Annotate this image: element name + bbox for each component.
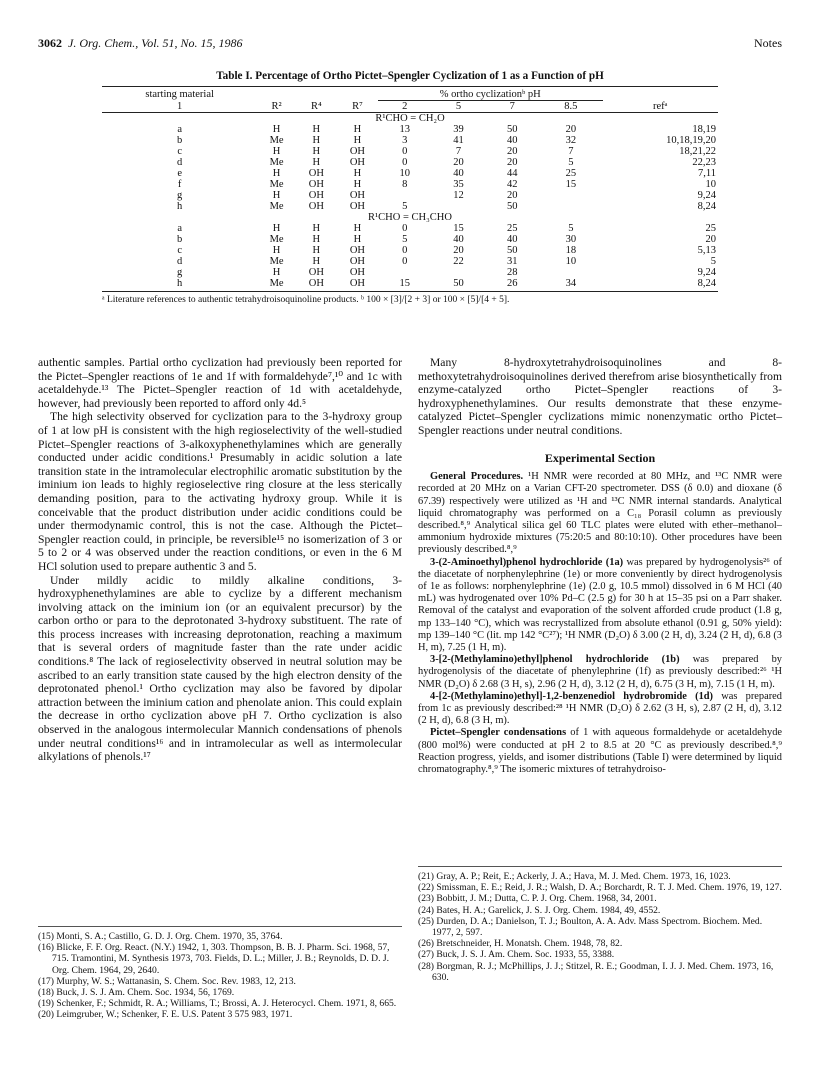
table-cell-p2: 0 xyxy=(402,156,408,168)
table-cell-r4: OH xyxy=(308,178,324,190)
table-cell-r4: H xyxy=(312,255,321,267)
table-cell-p2: 5 xyxy=(402,200,408,212)
table-cell-r2: Me xyxy=(269,178,284,190)
table-row xyxy=(102,234,718,245)
table-row xyxy=(102,157,718,168)
paragraph: authentic samples. Partial ortho cyclization had previously been reported for the Pictet–Spengler reactions of 1e and 1f with formaldehyde⁷,¹⁰ and 1c with acetaldehyde.¹³ The Pictet–Spengler reaction of 1d with acetaldehyde, however, had previously been reported to afford only 4d.⁵ xyxy=(38,356,402,410)
table-cell-p85: 32 xyxy=(565,134,577,146)
table-cell-ref: 8,24 xyxy=(603,278,718,292)
running-header xyxy=(38,36,782,52)
table-row xyxy=(102,124,718,135)
table-cell-p85: 30 xyxy=(565,233,577,245)
table-cell-ref: 18,21,22 xyxy=(679,145,716,157)
paragraph: was prepared by hydrogenolysis of the diacetate of phenylephrine (1f) as previously described:²⁶ ¹H NMR (D₂O) δ 2.68 (3 H, s), 2.96 (2 H, d), 3.12 (2 H, d), 6.75 (3 H, m), 7.15 (1 H, m). xyxy=(418,654,782,690)
table-cell-r7: OH xyxy=(349,156,365,168)
table-cell-r4: H xyxy=(312,123,321,135)
paragraph: ¹H NMR were recorded at 80 MHz, and ¹³C NMR were recorded at 20 MHz on a Varian CFT-20 spectrometer. DSS (δ 0.0) and dioxane (δ 67.39) respectively were utilized as ¹H and ¹³C NMR internal standards. Analytical liquid chromatography was performed on a C₁₈ Porasil column as previously described.⁸,⁹ Analytical silica gel 60 TLC plates were eluted with ether–methanol–ammonium hydroxide mixtures (75:20:5 and 80:10:10). Other procedures have been previously described.⁸,⁹ xyxy=(418,471,782,556)
col-r4: R⁴ xyxy=(296,100,337,112)
table-cell-ref: 18,19 xyxy=(692,123,716,135)
table-row xyxy=(102,267,718,278)
table-cell-r2: Me xyxy=(269,156,284,168)
table-cell-r7: H xyxy=(353,222,362,234)
table-cell-id: d xyxy=(177,255,183,267)
table-cell-id: d xyxy=(177,156,183,168)
table-cell-p2: 0 xyxy=(402,145,408,157)
reference-item: (19) Schenker, F.; Schmidt, R. A.; Williams, T.; Brossi, A. J. Heterocycl. Chem. 1971, 8, 665. xyxy=(38,998,397,1010)
table-cell-r2: Me xyxy=(269,134,284,146)
table-cell-p5: 35 xyxy=(453,178,464,190)
col-r2: R² xyxy=(257,100,296,112)
reference-item: (26) Bretschneider, H. Monatsh. Chem. 1948, 78, 82. xyxy=(418,938,623,950)
table-cell-r7: H xyxy=(353,134,362,146)
table-cell-id: e xyxy=(177,167,182,179)
table-body xyxy=(102,112,718,291)
table-cell-p5: 20 xyxy=(453,244,464,256)
table-cell-p2: 0 xyxy=(402,244,408,256)
table-cell-r2: Me xyxy=(269,255,284,267)
table-cell-p7: 28 xyxy=(506,266,518,278)
group-label: R¹CHO = CH₃CHO xyxy=(368,211,452,223)
table-cell-r7: OH xyxy=(349,255,365,267)
table-cell-id: g xyxy=(177,266,183,278)
table-cell-p7: 40 xyxy=(506,233,518,245)
col-ph-5: 5 xyxy=(432,100,486,112)
volume-info: Vol. 51, No. 15, 1986 xyxy=(141,36,243,50)
table-cell-p5 xyxy=(432,201,486,212)
col-r7: R⁷ xyxy=(337,100,378,112)
table-cell-p5: 50 xyxy=(432,278,486,292)
table-cell-r7: OH xyxy=(337,278,378,292)
table-cell-r4: OH xyxy=(308,200,324,212)
table-cell-ref: 5 xyxy=(710,255,716,267)
section-title: Experimental Section xyxy=(544,450,656,465)
reference-item: (23) Bobbitt, J. M.; Dutta, C. P. J. Org. Chem. 1968, 34, 2001. xyxy=(418,893,657,905)
col-starting-material: starting material xyxy=(102,87,257,101)
table-row xyxy=(102,245,718,256)
table-cell-id: h xyxy=(102,278,257,292)
table-cell-r2: H xyxy=(272,189,281,201)
table-cell-ref: 10,18,19,20 xyxy=(666,134,716,146)
table-cell-p5: 22 xyxy=(453,255,464,267)
table-cell-ref: 8,24 xyxy=(697,200,716,212)
table-cell-id: a xyxy=(177,123,182,135)
left-column xyxy=(38,356,402,764)
table-cell-r7: OH xyxy=(349,244,365,256)
table-cell-p7: 50 xyxy=(506,123,518,135)
table-cell-p7: 42 xyxy=(506,178,518,190)
table-cell-id: h xyxy=(177,200,183,212)
reference-item: (21) Gray, A. P.; Reit, E.; Ackerly, J. A.; Hava, M. J. Med. Chem. 1973, 16, 1023. xyxy=(418,871,731,882)
table-cell-r7: H xyxy=(353,178,362,190)
table-cell-r4: H xyxy=(312,233,321,245)
paragraph: was prepared by hydrogenolysis²⁶ of the diacetate of norphenylephrine (1e) or more conveniently by direct hydrogenolysis of 1e as follows: norphenylephrine (1e) (2.0 g, 10.5 mmol) dissolved in 6 M HCl (40 mL) was hydrogenated over 10% Pd–C (2.5 g) for 30 h at 15–35 psi on a Parr shaker. Removal of the catalyst and evaporation of the solvent afforded crude product (1.8 g, mp 133–140 °C), which was recrystallized from absolute ethanol (0.91 g, 50% yield): mp 139–140 °C (lit. mp 142 °C²⁷); ¹H NMR (D₂O) δ 3.00 (2 H, d), 3.24 (2 H, d), 6.8 (3 H, m), 7.25 (1 H, m). xyxy=(418,556,782,653)
table-cell-id: a xyxy=(177,222,182,234)
paragraph: was prepared from 1c as previously described:²⁸ ¹H NMR (D₂O) δ 2.62 (3 H, s), 2.87 (2 H, d), 3.12 (2 H, d), 6.8 (3 H, m). xyxy=(418,690,782,727)
table-cell-p2: 5 xyxy=(402,233,408,245)
table-cell-p85: 5 xyxy=(568,222,574,234)
section-label: Notes xyxy=(754,36,782,50)
table-cell-p85 xyxy=(539,201,603,212)
table-cell-r2: H xyxy=(272,167,281,179)
table-cell-r4: OH xyxy=(308,167,324,179)
table-cell-p2: 8 xyxy=(402,178,408,190)
col-ph-85: 8.5 xyxy=(539,100,603,112)
table-cell-r4: H xyxy=(312,222,321,234)
table-cell-r4: OH xyxy=(296,278,337,292)
table-cell-p7: 20 xyxy=(506,145,518,157)
table-cell-p7: 25 xyxy=(506,222,518,234)
col-starting-num: 1 xyxy=(102,100,257,112)
table-row xyxy=(102,179,718,190)
table-cell-r2: Me xyxy=(269,233,284,245)
table-cell-p85: 15 xyxy=(565,178,577,190)
table-cell-p7: 26 xyxy=(485,278,539,292)
table-row xyxy=(102,278,718,292)
table-cell-ref: 9,24 xyxy=(697,189,716,201)
table-cell-r7: OH xyxy=(349,145,365,157)
table-row xyxy=(102,146,718,157)
journal-name: J. Org. Chem., xyxy=(68,36,139,50)
table-cell-p7: 40 xyxy=(506,134,518,146)
table-cell-id: g xyxy=(177,189,183,201)
subsection-heading: General Procedures. xyxy=(430,471,524,483)
table-cell-p2: 13 xyxy=(399,123,411,135)
table-cell-r2: H xyxy=(272,222,281,234)
table-footnote: ᵃ Literature references to authentic tetrahydroisoquinoline products. ᵇ 100 × [3]/[2 + 3] or 100 × [5]/[4 + 5]. xyxy=(102,294,510,305)
reference-item: (25) Durden, D. A.; Danielson, T. J.; Boulton, A. A. Adv. Mass Spectrom. Biochem. Med. 1977, 2, 597. xyxy=(418,915,763,939)
table-row xyxy=(102,190,718,201)
table-cell-p5: 15 xyxy=(453,222,464,234)
table-row xyxy=(102,135,718,146)
reference-item: (27) Buck, J. S. J. Am. Chem. Soc. 1933, 55, 3388. xyxy=(418,949,615,961)
table-cell-r7: OH xyxy=(349,266,365,278)
table-cell-r4: OH xyxy=(308,266,324,278)
table-cell-r2: H xyxy=(272,123,281,135)
reference-item: (15) Monti, S. A.; Castillo, G. D. J. Org. Chem. 1970, 35, 3764. xyxy=(38,931,283,942)
paragraph: Many 8-hydroxytetrahydroisoquinolines and 8-methoxytetrahydroisoquinolines derived therefrom arise biosynthetically from enzyme-catalyzed ortho Pictet–Spengler reactions of 3-hydroxyphenethylamines. Our results demonstrate that these enzyme-catalyzed Pictet–Spengler cyclizations mimic nonenzymatic ortho Pictet–Spengler reactions under neutral conditions. xyxy=(418,356,782,437)
reference-item: (16) Blicke, F. F. Org. React. (N.Y.) 1942, 1, 303. Thompson, B. B. J. Pharm. Sci. 1968, 57, 715. Tramontini, M. Synthesis 1973, 703. Fields, D. L.; Miller, J. B.; Reynolds, D. D. J. Org. Chem. 1964, 29, 2640. xyxy=(38,942,390,976)
table-cell-p5: 12 xyxy=(453,189,464,201)
table-cell-r7: OH xyxy=(349,200,365,212)
table-cell-p2: 15 xyxy=(378,278,432,292)
subsection-heading: Pictet–Spengler condensations xyxy=(430,727,567,739)
group-label: R¹CHO = CH₂O xyxy=(375,112,445,124)
table-cell-p85 xyxy=(539,267,603,278)
table-row xyxy=(102,256,718,267)
table-cell-p85: 7 xyxy=(568,145,574,157)
table-cell-p5: 41 xyxy=(453,134,464,146)
paragraph: of 1 with aqueous formaldehyde or acetaldehyde (800 mol%) were conducted at pH 2 to 8.5 at 20 °C as previously described.⁸,⁹ Reaction progress, yields, and isomer distributions (Table I) were determined by liquid chromatography.⁸,⁹ The isomeric mixtures of tetrahydroiso- xyxy=(418,727,782,776)
table-cell-id: b xyxy=(177,233,183,245)
reference-item: (22) Smissman, E. E.; Reid, J. R.; Walsh, D. A.; Borchardt, R. T. J. Med. Chem. 1976, 19, 127. xyxy=(418,882,782,894)
table-cell-p7: 20 xyxy=(506,189,518,201)
table-cell-p7: 50 xyxy=(506,244,518,256)
table-cell-p85: 10 xyxy=(565,255,577,267)
table-cell-r4: H xyxy=(312,244,321,256)
table-row xyxy=(102,223,718,234)
table-cell-p7: 20 xyxy=(506,156,518,168)
page-number: 3062 xyxy=(38,36,62,50)
col-ph-7: 7 xyxy=(485,100,539,112)
table-cell-r4: H xyxy=(312,134,321,146)
reference-item: (20) Leimgruber, W.; Schenker, F. E. U.S. Patent 3 575 983, 1971. xyxy=(38,1009,293,1021)
table-row xyxy=(102,168,718,179)
table-cell-ref: 22,23 xyxy=(692,156,716,168)
table-cell-p7: 50 xyxy=(506,200,518,212)
table-cell-r4: H xyxy=(312,145,321,157)
table-cell-p85: 20 xyxy=(565,123,577,135)
paragraph: Under mildly acidic to mildly alkaline conditions, 3-hydroxyphenethylamines are able to cyclize by a different mechanism involving attack on the iminium ion (or an equivalent precursor) by the carbon ortho or para to the deprotonated 3-hydroxy substituent. The rate of this process increases with increasing deprotonation, reaching a maximum that is several orders of magnitude faster than the rate under acidic conditions.⁸ The lack of regioselectivity observed in neutral solution may be ascribed to an early transition state caused by the high electron density of the deprotonated phenol.¹ Ortho cyclization may also be favored by dipolar attraction between the iminium cation and phenolate anion. This could explain the decrease in ortho cyclization above pH 7. Ortho cyclization is also observed in the analogous intermolecular Mannich condensations of phenols under neutral conditions¹⁶ and in intramolecular as well as intermolecular alkylations of phenols.¹⁷ xyxy=(38,573,402,764)
table-cell-r2: H xyxy=(272,244,281,256)
experimental-text xyxy=(418,471,782,776)
table-cell-p85: 25 xyxy=(565,167,577,179)
table-cell-id: c xyxy=(177,145,182,157)
table-cell-p7: 31 xyxy=(506,255,518,267)
right-column xyxy=(418,356,782,776)
table-1 xyxy=(102,70,718,305)
compound-heading: 3-[2-(Methylamino)ethyl]phenol hydrochloride (1b) xyxy=(430,654,680,666)
compound-heading: 4-[2-(Methylamino)ethyl]-1,2-benzenediol hydrobromide (1d) xyxy=(430,690,714,702)
table-cell-p85: 5 xyxy=(568,156,574,168)
reference-item: (24) Bates, H. A.; Garelick, J. S. J. Org. Chem. 1984, 49, 4552. xyxy=(418,904,661,916)
paragraph: The high selectivity observed for cyclization para to the 3-hydroxy group of 1 at low pH is consistent with the high regioselectivity of the well-studied Pictet–Spengler reactions of 3-alkoxyphenethylamines which are generally conducted under acidic conditions.¹ Presumably in acidic solution a late transition state in the intramolecular electrophilic aromatic substitution by the iminium ion leads to highly regioselective ring closure at the less sterically demanding position, para to the activating hydroxy group. While it is conceivable that the product distribution under acidic conditions could be under thermodynamic control, this is not the case. Although the Pictet–Spengler reaction could, in principle, be reversible¹⁵ no isomerization of 3 or 5 to 2 or 4 was observed under the reaction conditions, or even in the 6 M HCl solution used to prepare authentic 3 and 5. xyxy=(38,410,402,573)
table-cell-id: c xyxy=(177,244,182,256)
table-cell-p2: 0 xyxy=(402,255,408,267)
table-cell-ref: 20 xyxy=(705,233,716,245)
col-ph-2: 2 xyxy=(378,100,432,112)
reference-item: (17) Murphy, W. S.; Wattanasin, S. Chem. Soc. Rev. 1983, 12, 213. xyxy=(38,975,296,987)
table-cell-ref: 25 xyxy=(705,222,716,234)
table-cell-r7: H xyxy=(353,233,362,245)
table-cell-p5: 40 xyxy=(453,233,464,245)
table-cell-ref: 10 xyxy=(705,178,716,190)
table-row xyxy=(102,201,718,212)
table-cell-r7: H xyxy=(353,167,362,179)
table-cell-p5: 7 xyxy=(455,145,462,157)
table-cell-r7: H xyxy=(353,123,362,135)
table-cell-p2 xyxy=(378,267,432,278)
table-cell-ref: 5,13 xyxy=(697,244,716,256)
table-cell-p7: 44 xyxy=(506,167,518,179)
table-cell-p2: 0 xyxy=(402,222,408,234)
table-cell-r4: H xyxy=(312,156,321,168)
header-left xyxy=(38,36,243,51)
data-table xyxy=(102,86,718,292)
table-cell-p5 xyxy=(432,267,486,278)
reference-item: (18) Buck, J. S. J. Am. Chem. Soc. 1934, 56, 1769. xyxy=(38,987,235,999)
table-cell-id: b xyxy=(177,134,183,146)
table-cell-ref: 7,11 xyxy=(698,167,716,179)
table-cell-p5: 20 xyxy=(453,156,464,168)
reference-item: (28) Borgman, R. J.; McPhillips, J. J.; Stitzel, R. E.; Goodman, I. J. J. Med. Chem. 1973, 16, 630. xyxy=(418,960,774,983)
table-cell-r7: OH xyxy=(349,189,365,201)
references-left xyxy=(38,926,402,1021)
references-right xyxy=(418,866,782,983)
table-cell-p5: 40 xyxy=(453,167,464,179)
table-cell-r2: Me xyxy=(257,278,296,292)
table-cell-r2: Me xyxy=(269,200,284,212)
table-cell-p5: 39 xyxy=(453,123,464,135)
table-caption: Table I. Percentage of Ortho Pictet–Spengler Cyclization of 1 as a Function of pH xyxy=(216,70,604,82)
table-cell-r2: H xyxy=(272,266,281,278)
table-cell-p85 xyxy=(539,190,603,201)
table-cell-ref: 9,24 xyxy=(697,266,716,278)
compound-heading: 3-(2-Aminoethyl)phenol hydrochloride (1a) xyxy=(430,556,624,568)
col-ref: refᵃ xyxy=(603,100,718,112)
table-cell-r2: H xyxy=(272,145,281,157)
table-cell-p2 xyxy=(378,190,432,201)
table-cell-r4: OH xyxy=(308,189,324,201)
table-cell-p2: 10 xyxy=(399,167,411,179)
table-cell-p85: 18 xyxy=(565,244,577,256)
table-cell-p2: 3 xyxy=(402,134,408,146)
col-ortho-header: % ortho cyclizationᵇ pH xyxy=(378,87,603,101)
table-cell-id: f xyxy=(177,178,182,190)
table-cell-p85: 34 xyxy=(539,278,603,292)
